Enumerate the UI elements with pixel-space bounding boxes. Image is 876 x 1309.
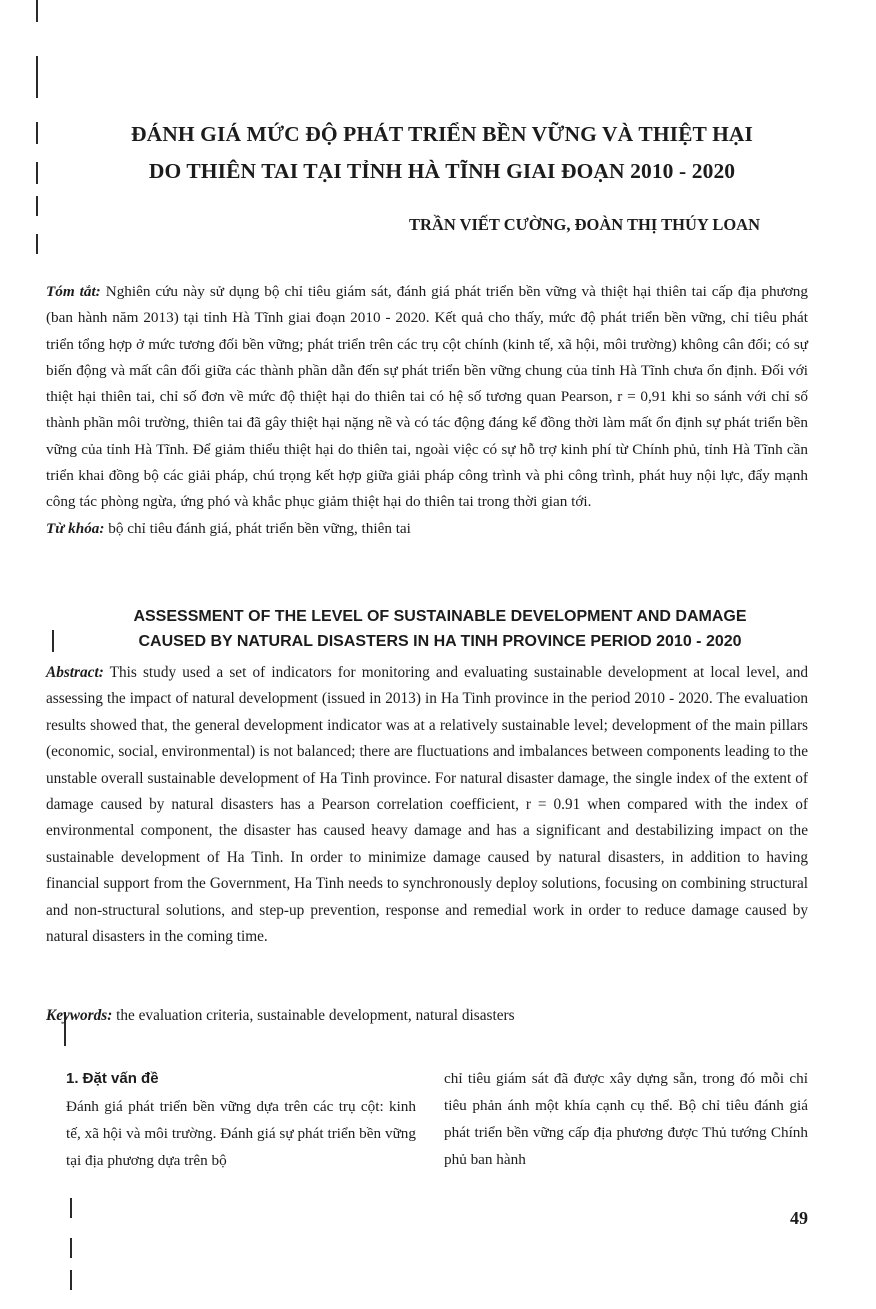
margin-rule — [36, 234, 38, 254]
margin-rule — [36, 122, 38, 144]
abstract-en-text: This study used a set of indicators for monitoring and evaluating sustainable development at local level, and assessing the impact of natural development (issued in 2013) in Ha Tinh province in the period 2010 - 2020. The evaluation results showed that, the general development indicator was at a relatively sustainable level; development of the main pillars (economic, social, environmental) is not balanced; there are fluctuations and imbalances between components leading to the unstable overall sustainable development of Ha Tinh province. For natural disaster damage, the single index of the extent of damage caused by natural disasters has a Pearson correlation coefficient, r = 0.91 when compared with the index of environmental component, the disaster has caused heavy damage and has a significant and destabilizing impact on the sustainable development of Ha Tinh. In order to minimize damage caused by natural disasters, in addition to having financial support from the Government, Ha Tinh needs to synchronously deploy solutions, focusing on combining structural and non-structural solutions, and step-up prevention, response and remedial work in order to reduce damage caused by natural disasters in the coming time. — [46, 664, 808, 946]
keywords-en-label: Keywords: — [46, 1007, 113, 1024]
margin-rule — [36, 0, 38, 22]
section-heading: 1. Đặt vấn đề — [66, 1070, 159, 1087]
abstract-english — [46, 660, 808, 950]
abstract-vietnamese — [46, 279, 808, 542]
abstract-vi-label: Tóm tắt: — [46, 283, 101, 300]
keywords-vi-label: Từ khóa: — [46, 519, 105, 537]
keywords-english — [46, 1007, 808, 1025]
authors: TRẦN VIẾT CƯỜNG, ĐOÀN THỊ THÚY LOAN — [409, 215, 760, 234]
article-title-english — [40, 604, 840, 654]
title-vi-line-2: DO THIÊN TAI TẠI TỈNH HÀ TĨNH GIAI ĐOẠN 2010 - 2020 — [148, 159, 736, 183]
article-title-vietnamese — [52, 116, 832, 190]
title-en-line-1: ASSESSMENT OF THE LEVEL OF SUSTAINABLE DEVELOPMENT AND DAMAGE — [133, 608, 747, 625]
body-column-right — [444, 1065, 808, 1173]
margin-rule — [36, 196, 38, 216]
title-vi-line-1: ĐÁNH GIÁ MỨC ĐỘ PHÁT TRIỂN BỀN VỮNG VÀ THIỆT HẠI — [130, 122, 754, 146]
margin-rule — [36, 56, 38, 98]
abstract-en-label: Abstract: — [46, 664, 104, 681]
keywords-vi-text: bộ chỉ tiêu đánh giá, phát triển bền vững, thiên tai — [104, 519, 411, 537]
margin-rule — [70, 1238, 72, 1258]
body-paragraph: Đánh giá phát triển bền vững dựa trên các trụ cột: kinh tế, xã hội và môi trường. Đánh giá sự phát triển bền vững tại địa phương dựa trên bộ — [66, 1098, 416, 1169]
abstract-vi-text: Nghiên cứu này sử dụng bộ chỉ tiêu giám sát, đánh giá phát triển bền vững và thiệt hại thiên tai cấp địa phương (ban hành năm 2013) tại tỉnh Hà Tĩnh giai đoạn 2010 - 2020. Kết quả cho thấy, mức độ phát triển bền vững, chỉ tiêu phát triển tổng hợp ở mức tương đối bền vững; phát triển trên các trụ cột chính (kinh tế, xã hội, môi trường) không cân đối; có sự biến động và mất cân đối giữa các thành phần dẫn đến sự phát triển bền vững chung của tỉnh Hà Tĩnh chưa ổn định. Đối với thiệt hại thiên tai, chỉ số đơn về mức độ thiệt hại do thiên tai có hệ số tương quan Pearson, r = 0,91 khi so sánh với chỉ số thành phần môi trường, thiên tai đã gây thiệt hại nặng nề và có tác động đáng kể đồng thời làm mất ổn định sự phát triển bền vững của tỉnh Hà Tĩnh. Để giảm thiểu thiệt hại do thiên tai, ngoài việc có sự hỗ trợ kinh phí từ Chính phủ, tỉnh Hà Tĩnh cần triển khai đồng bộ các giải pháp, chú trọng kết hợp giữa giải pháp công trình và phi công trình, phát huy nội lực, đẩy mạnh công tác phòng ngừa, ứng phó và khắc phục giảm thiệt hại do thiên tai trong thời gian tới. — [46, 283, 808, 511]
body-column-left — [66, 1065, 416, 1174]
title-en-line-2: CAUSED BY NATURAL DISASTERS IN HA TINH PROVINCE PERIOD 2010 - 2020 — [138, 633, 742, 650]
margin-rule — [70, 1270, 72, 1290]
page-number: 49 — [790, 1208, 808, 1228]
keywords-en-text: the evaluation criteria, sustainable development, natural disasters — [112, 1007, 515, 1024]
body-paragraph: chỉ tiêu giám sát đã được xây dựng sẵn, trong đó mỗi chỉ tiêu phản ánh một khía cạnh cụ thể. Bộ chỉ tiêu đánh giá phát triển bền vững cấp địa phương được Thủ tướng Chính phủ ban hành — [444, 1070, 808, 1168]
margin-rule — [36, 162, 38, 184]
margin-rule — [70, 1198, 72, 1218]
